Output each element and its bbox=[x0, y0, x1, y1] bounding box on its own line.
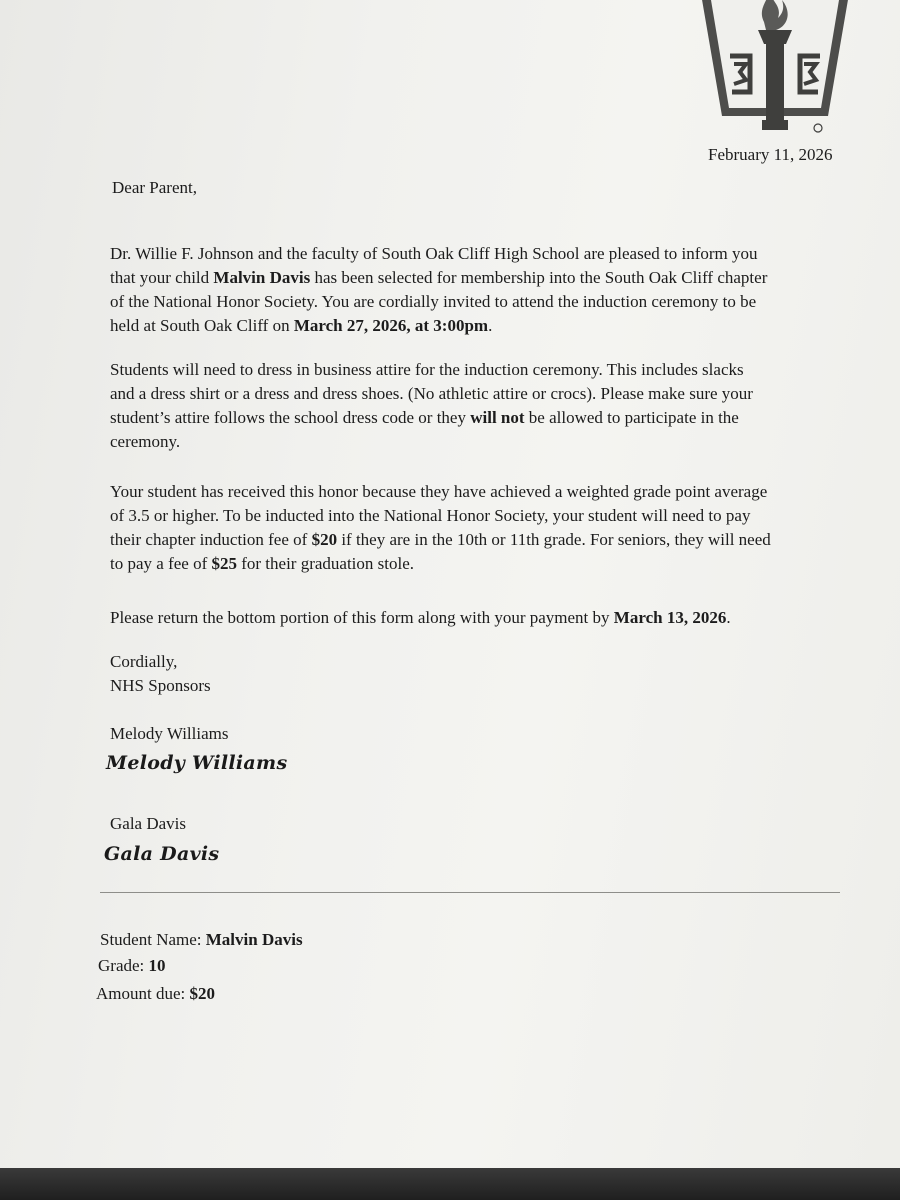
paragraph-return: Please return the bottom portion of this form along with your payment by March 13, 2026. bbox=[110, 608, 731, 627]
closing: Cordially, bbox=[110, 652, 178, 671]
form-grade: Grade: 10 bbox=[98, 956, 166, 975]
fee-junior-bold: $20 bbox=[311, 530, 338, 549]
table-surface bbox=[0, 1168, 900, 1200]
will-not-bold: will not bbox=[470, 408, 525, 427]
letter-date: February 11, 2026 bbox=[708, 145, 833, 164]
sponsor2-signature: Gala Davis bbox=[104, 843, 220, 865]
sponsor1-signature: Melody Williams bbox=[106, 752, 288, 774]
nhs-torch-emblem-icon bbox=[700, 0, 850, 148]
paragraph-selection: Dr. Willie F. Johnson and the faculty of South Oak Cliff High School are pleased to inform you that your child Malvin Davis has been selected for membership into the South Oak Cliff chapter of the National Honor Society. You are cordially invited to attend the induction ceremony to be held at South Oak Cliff on March 27, 2026, at 3:00pm. bbox=[110, 244, 768, 335]
sponsor1-name: Melody Williams bbox=[110, 724, 229, 743]
cut-line-divider bbox=[100, 892, 840, 893]
fee-senior-bold: $25 bbox=[211, 554, 237, 573]
signer-group: NHS Sponsors bbox=[110, 676, 211, 695]
ceremony-date-bold: March 27, 2026, at 3:00pm bbox=[293, 316, 489, 335]
form-student-name: Student Name: Malvin Davis bbox=[100, 930, 303, 949]
form-amount-due: Amount due: $20 bbox=[96, 984, 215, 1003]
paragraph-dress-code: Students will need to dress in business attire for the induction ceremony. This includes slacks and a dress shirt or a dress and dress shoes. (No athletic attire or crocs). Please make sure your student’s attire follows the school dress code or they will not be allowed to participate in the ceremony. bbox=[110, 360, 753, 451]
salutation: Dear Parent, bbox=[112, 178, 197, 197]
paragraph-fees: Your student has received this honor because they have achieved a weighted grade point average of 3.5 or higher. To be inducted into the National Honor Society, your student will need to pay their chapter induction fee of $20 if they are in the 10th or 11th grade. For seniors, they will need to pay a fee of $25 for their graduation stole. bbox=[110, 482, 771, 573]
sponsor2-name: Gala Davis bbox=[110, 814, 187, 833]
return-date-bold: March 13, 2026 bbox=[613, 608, 727, 627]
student-name-bold: Malvin Davis bbox=[213, 268, 311, 287]
